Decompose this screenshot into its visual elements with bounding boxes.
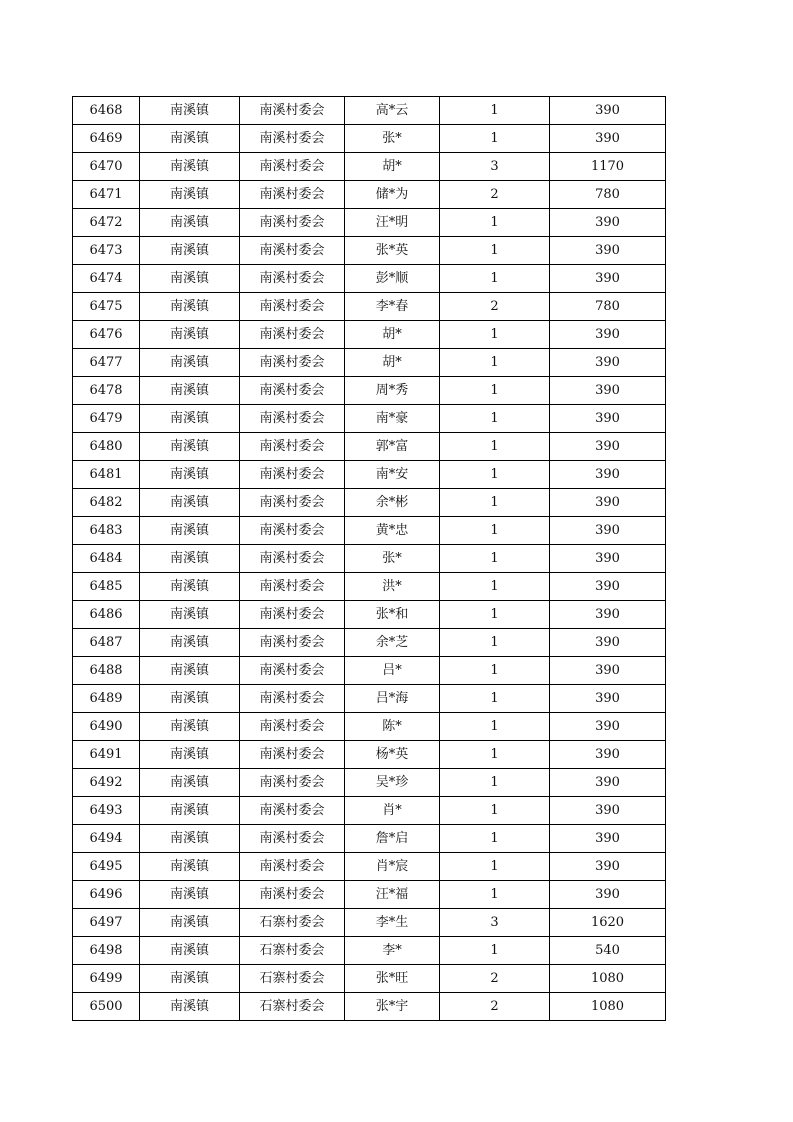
serial-cell: 6487 xyxy=(73,629,140,657)
table-row xyxy=(73,965,666,993)
town-cell: 南溪镇 xyxy=(140,181,240,209)
name-cell: 南*豪 xyxy=(345,405,440,433)
village-cell: 南溪村委会 xyxy=(240,825,345,853)
name-cell: 张*英 xyxy=(345,237,440,265)
name-cell: 洪* xyxy=(345,573,440,601)
table-row xyxy=(73,293,666,321)
serial-cell: 6486 xyxy=(73,601,140,629)
town-cell: 南溪镇 xyxy=(140,601,240,629)
name-cell: 余*彬 xyxy=(345,489,440,517)
amount-cell: 390 xyxy=(550,405,666,433)
village-cell: 南溪村委会 xyxy=(240,853,345,881)
count-cell: 1 xyxy=(440,321,550,349)
amount-cell: 780 xyxy=(550,181,666,209)
village-cell: 南溪村委会 xyxy=(240,517,345,545)
amount-cell: 390 xyxy=(550,881,666,909)
data-table xyxy=(72,96,666,1021)
town-cell: 南溪镇 xyxy=(140,461,240,489)
count-cell: 1 xyxy=(440,545,550,573)
amount-cell: 1080 xyxy=(550,965,666,993)
village-cell: 南溪村委会 xyxy=(240,349,345,377)
amount-cell: 390 xyxy=(550,601,666,629)
village-cell: 石寨村委会 xyxy=(240,993,345,1021)
town-cell: 南溪镇 xyxy=(140,209,240,237)
serial-cell: 6493 xyxy=(73,797,140,825)
serial-cell: 6476 xyxy=(73,321,140,349)
name-cell: 汪*明 xyxy=(345,209,440,237)
name-cell: 郭*富 xyxy=(345,433,440,461)
name-cell: 詹*启 xyxy=(345,825,440,853)
table-row xyxy=(73,629,666,657)
amount-cell: 390 xyxy=(550,97,666,125)
table-row xyxy=(73,489,666,517)
count-cell: 1 xyxy=(440,741,550,769)
serial-cell: 6496 xyxy=(73,881,140,909)
count-cell: 2 xyxy=(440,181,550,209)
count-cell: 1 xyxy=(440,657,550,685)
amount-cell: 390 xyxy=(550,629,666,657)
amount-cell: 390 xyxy=(550,573,666,601)
amount-cell: 540 xyxy=(550,937,666,965)
amount-cell: 390 xyxy=(550,853,666,881)
table-row xyxy=(73,741,666,769)
count-cell: 1 xyxy=(440,685,550,713)
town-cell: 南溪镇 xyxy=(140,741,240,769)
serial-cell: 6492 xyxy=(73,769,140,797)
serial-cell: 6491 xyxy=(73,741,140,769)
name-cell: 李* xyxy=(345,937,440,965)
village-cell: 南溪村委会 xyxy=(240,769,345,797)
amount-cell: 390 xyxy=(550,209,666,237)
village-cell: 南溪村委会 xyxy=(240,629,345,657)
serial-cell: 6495 xyxy=(73,853,140,881)
amount-cell: 390 xyxy=(550,377,666,405)
serial-cell: 6485 xyxy=(73,573,140,601)
village-cell: 南溪村委会 xyxy=(240,405,345,433)
serial-cell: 6480 xyxy=(73,433,140,461)
table-row xyxy=(73,713,666,741)
serial-cell: 6484 xyxy=(73,545,140,573)
count-cell: 3 xyxy=(440,153,550,181)
town-cell: 南溪镇 xyxy=(140,489,240,517)
serial-cell: 6475 xyxy=(73,293,140,321)
table-row xyxy=(73,405,666,433)
name-cell: 杨*英 xyxy=(345,741,440,769)
serial-cell: 6479 xyxy=(73,405,140,433)
town-cell: 南溪镇 xyxy=(140,405,240,433)
name-cell: 陈* xyxy=(345,713,440,741)
table-row xyxy=(73,377,666,405)
town-cell: 南溪镇 xyxy=(140,517,240,545)
count-cell: 1 xyxy=(440,601,550,629)
table-row xyxy=(73,433,666,461)
village-cell: 南溪村委会 xyxy=(240,209,345,237)
name-cell: 张* xyxy=(345,545,440,573)
table-body xyxy=(73,97,666,1021)
amount-cell: 390 xyxy=(550,321,666,349)
count-cell: 1 xyxy=(440,433,550,461)
village-cell: 南溪村委会 xyxy=(240,881,345,909)
town-cell: 南溪镇 xyxy=(140,377,240,405)
village-cell: 南溪村委会 xyxy=(240,797,345,825)
table-row xyxy=(73,825,666,853)
count-cell: 1 xyxy=(440,461,550,489)
table-row xyxy=(73,153,666,181)
table-row xyxy=(73,657,666,685)
count-cell: 1 xyxy=(440,349,550,377)
name-cell: 黄*忠 xyxy=(345,517,440,545)
village-cell: 南溪村委会 xyxy=(240,97,345,125)
table-row xyxy=(73,545,666,573)
count-cell: 2 xyxy=(440,965,550,993)
table-row xyxy=(73,349,666,377)
amount-cell: 390 xyxy=(550,545,666,573)
town-cell: 南溪镇 xyxy=(140,573,240,601)
name-cell: 肖*宸 xyxy=(345,853,440,881)
town-cell: 南溪镇 xyxy=(140,321,240,349)
count-cell: 2 xyxy=(440,293,550,321)
table-row xyxy=(73,181,666,209)
count-cell: 1 xyxy=(440,377,550,405)
serial-cell: 6498 xyxy=(73,937,140,965)
amount-cell: 390 xyxy=(550,517,666,545)
table-row xyxy=(73,853,666,881)
name-cell: 高*云 xyxy=(345,97,440,125)
amount-cell: 390 xyxy=(550,349,666,377)
count-cell: 1 xyxy=(440,97,550,125)
town-cell: 南溪镇 xyxy=(140,293,240,321)
village-cell: 南溪村委会 xyxy=(240,265,345,293)
amount-cell: 1620 xyxy=(550,909,666,937)
serial-cell: 6471 xyxy=(73,181,140,209)
name-cell: 李*生 xyxy=(345,909,440,937)
serial-cell: 6488 xyxy=(73,657,140,685)
name-cell: 吕*海 xyxy=(345,685,440,713)
village-cell: 南溪村委会 xyxy=(240,713,345,741)
amount-cell: 780 xyxy=(550,293,666,321)
table-row xyxy=(73,461,666,489)
village-cell: 南溪村委会 xyxy=(240,433,345,461)
amount-cell: 1080 xyxy=(550,993,666,1021)
table-row xyxy=(73,517,666,545)
name-cell: 南*安 xyxy=(345,461,440,489)
table-row xyxy=(73,237,666,265)
serial-cell: 6483 xyxy=(73,517,140,545)
count-cell: 1 xyxy=(440,517,550,545)
table-row xyxy=(73,601,666,629)
serial-cell: 6468 xyxy=(73,97,140,125)
village-cell: 南溪村委会 xyxy=(240,741,345,769)
table-row xyxy=(73,797,666,825)
town-cell: 南溪镇 xyxy=(140,125,240,153)
town-cell: 南溪镇 xyxy=(140,853,240,881)
town-cell: 南溪镇 xyxy=(140,629,240,657)
amount-cell: 390 xyxy=(550,265,666,293)
serial-cell: 6469 xyxy=(73,125,140,153)
count-cell: 1 xyxy=(440,937,550,965)
count-cell: 1 xyxy=(440,405,550,433)
amount-cell: 390 xyxy=(550,769,666,797)
village-cell: 南溪村委会 xyxy=(240,237,345,265)
table-row xyxy=(73,321,666,349)
village-cell: 南溪村委会 xyxy=(240,181,345,209)
village-cell: 石寨村委会 xyxy=(240,909,345,937)
count-cell: 1 xyxy=(440,713,550,741)
amount-cell: 390 xyxy=(550,461,666,489)
village-cell: 南溪村委会 xyxy=(240,545,345,573)
name-cell: 储*为 xyxy=(345,181,440,209)
amount-cell: 390 xyxy=(550,825,666,853)
name-cell: 李*春 xyxy=(345,293,440,321)
serial-cell: 6482 xyxy=(73,489,140,517)
town-cell: 南溪镇 xyxy=(140,825,240,853)
town-cell: 南溪镇 xyxy=(140,685,240,713)
table-row xyxy=(73,993,666,1021)
town-cell: 南溪镇 xyxy=(140,265,240,293)
name-cell: 胡* xyxy=(345,153,440,181)
count-cell: 1 xyxy=(440,853,550,881)
serial-cell: 6497 xyxy=(73,909,140,937)
village-cell: 南溪村委会 xyxy=(240,489,345,517)
town-cell: 南溪镇 xyxy=(140,153,240,181)
table-row xyxy=(73,97,666,125)
town-cell: 南溪镇 xyxy=(140,237,240,265)
town-cell: 南溪镇 xyxy=(140,993,240,1021)
amount-cell: 390 xyxy=(550,657,666,685)
table-row xyxy=(73,265,666,293)
village-cell: 石寨村委会 xyxy=(240,937,345,965)
village-cell: 南溪村委会 xyxy=(240,573,345,601)
name-cell: 张*宇 xyxy=(345,993,440,1021)
count-cell: 3 xyxy=(440,909,550,937)
serial-cell: 6489 xyxy=(73,685,140,713)
town-cell: 南溪镇 xyxy=(140,937,240,965)
table-row xyxy=(73,769,666,797)
count-cell: 1 xyxy=(440,489,550,517)
village-cell: 南溪村委会 xyxy=(240,377,345,405)
table-row xyxy=(73,937,666,965)
village-cell: 石寨村委会 xyxy=(240,965,345,993)
table-row xyxy=(73,125,666,153)
town-cell: 南溪镇 xyxy=(140,909,240,937)
count-cell: 1 xyxy=(440,769,550,797)
town-cell: 南溪镇 xyxy=(140,965,240,993)
serial-cell: 6481 xyxy=(73,461,140,489)
count-cell: 1 xyxy=(440,265,550,293)
name-cell: 汪*福 xyxy=(345,881,440,909)
town-cell: 南溪镇 xyxy=(140,713,240,741)
table-row xyxy=(73,881,666,909)
amount-cell: 1170 xyxy=(550,153,666,181)
town-cell: 南溪镇 xyxy=(140,881,240,909)
name-cell: 张*和 xyxy=(345,601,440,629)
name-cell: 彭*顺 xyxy=(345,265,440,293)
table-row xyxy=(73,209,666,237)
town-cell: 南溪镇 xyxy=(140,657,240,685)
serial-cell: 6478 xyxy=(73,377,140,405)
name-cell: 张* xyxy=(345,125,440,153)
name-cell: 肖* xyxy=(345,797,440,825)
serial-cell: 6477 xyxy=(73,349,140,377)
amount-cell: 390 xyxy=(550,237,666,265)
town-cell: 南溪镇 xyxy=(140,545,240,573)
serial-cell: 6473 xyxy=(73,237,140,265)
amount-cell: 390 xyxy=(550,741,666,769)
village-cell: 南溪村委会 xyxy=(240,293,345,321)
town-cell: 南溪镇 xyxy=(140,433,240,461)
count-cell: 1 xyxy=(440,573,550,601)
count-cell: 2 xyxy=(440,993,550,1021)
name-cell: 张*旺 xyxy=(345,965,440,993)
village-cell: 南溪村委会 xyxy=(240,153,345,181)
village-cell: 南溪村委会 xyxy=(240,601,345,629)
village-cell: 南溪村委会 xyxy=(240,657,345,685)
amount-cell: 390 xyxy=(550,489,666,517)
count-cell: 1 xyxy=(440,125,550,153)
serial-cell: 6490 xyxy=(73,713,140,741)
village-cell: 南溪村委会 xyxy=(240,321,345,349)
count-cell: 1 xyxy=(440,881,550,909)
amount-cell: 390 xyxy=(550,125,666,153)
count-cell: 1 xyxy=(440,629,550,657)
amount-cell: 390 xyxy=(550,713,666,741)
table-row xyxy=(73,909,666,937)
table-row xyxy=(73,573,666,601)
serial-cell: 6474 xyxy=(73,265,140,293)
town-cell: 南溪镇 xyxy=(140,769,240,797)
count-cell: 1 xyxy=(440,797,550,825)
serial-cell: 6500 xyxy=(73,993,140,1021)
count-cell: 1 xyxy=(440,209,550,237)
amount-cell: 390 xyxy=(550,797,666,825)
count-cell: 1 xyxy=(440,825,550,853)
name-cell: 吕* xyxy=(345,657,440,685)
village-cell: 南溪村委会 xyxy=(240,685,345,713)
town-cell: 南溪镇 xyxy=(140,349,240,377)
amount-cell: 390 xyxy=(550,433,666,461)
count-cell: 1 xyxy=(440,237,550,265)
village-cell: 南溪村委会 xyxy=(240,125,345,153)
town-cell: 南溪镇 xyxy=(140,797,240,825)
name-cell: 余*芝 xyxy=(345,629,440,657)
amount-cell: 390 xyxy=(550,685,666,713)
serial-cell: 6472 xyxy=(73,209,140,237)
name-cell: 胡* xyxy=(345,349,440,377)
village-cell: 南溪村委会 xyxy=(240,461,345,489)
serial-cell: 6470 xyxy=(73,153,140,181)
table-row xyxy=(73,685,666,713)
name-cell: 胡* xyxy=(345,321,440,349)
name-cell: 吴*珍 xyxy=(345,769,440,797)
serial-cell: 6494 xyxy=(73,825,140,853)
serial-cell: 6499 xyxy=(73,965,140,993)
town-cell: 南溪镇 xyxy=(140,97,240,125)
name-cell: 周*秀 xyxy=(345,377,440,405)
